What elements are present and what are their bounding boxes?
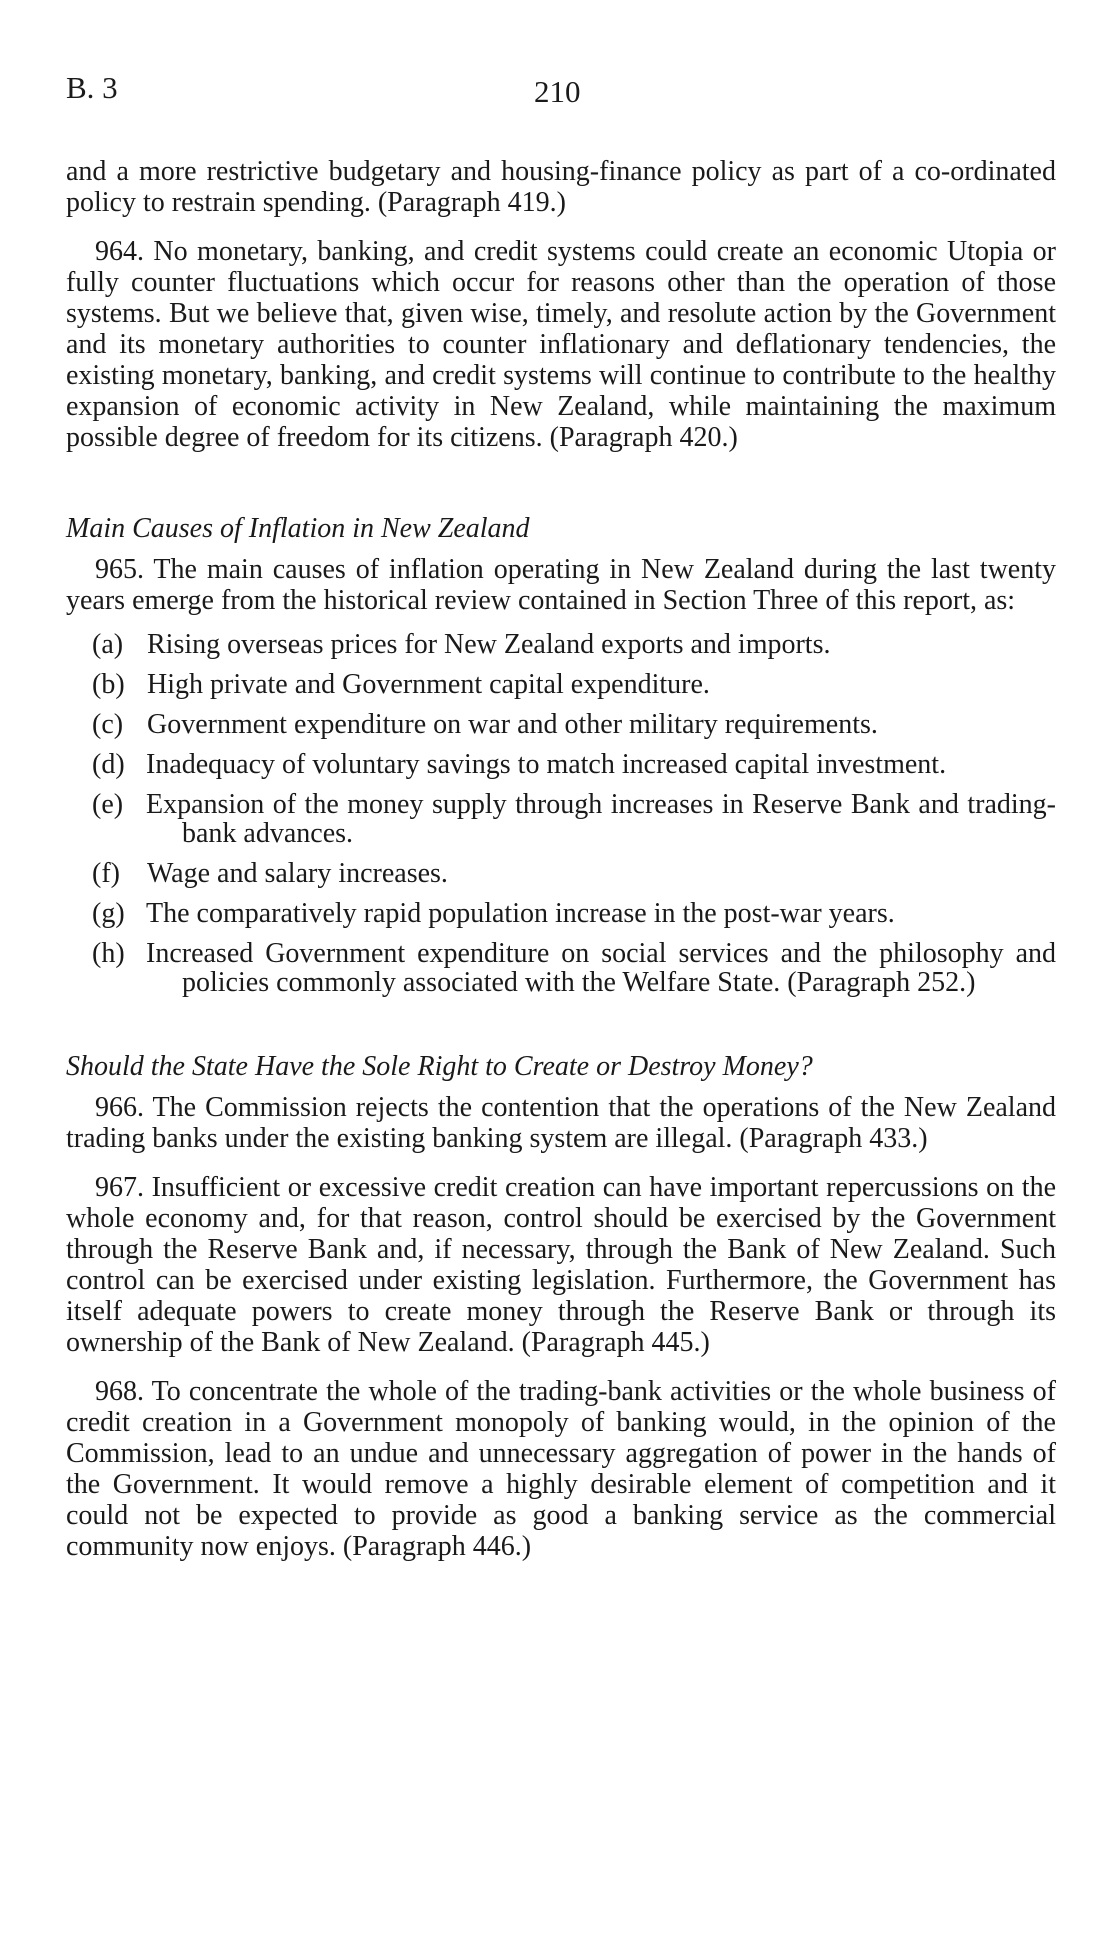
paragraph-968: 968. To concentrate the whole of the trading-bank activities or the whole business of credit creation in a Government monopoly of banking would, in the opinion of the Commission, lead to an undue and unnecessary aggregation of power in the hands of the Government. It would remove a highly desirable element of competition and it could not be expected to provide as good a banking service as the commercial community now enjoys. (Paragraph 446.): [66, 1376, 1056, 1562]
cause-marker: (b): [92, 669, 125, 700]
cause-marker: (e): [92, 789, 124, 820]
page-number: 210: [534, 74, 581, 109]
document-page: [66, 70, 1056, 1562]
cause-text: High private and Government capital expenditure.: [147, 669, 710, 700]
cause-item: [66, 790, 1056, 848]
cause-marker: (d): [92, 749, 125, 780]
paragraph-965: 965. The main causes of inflation operating in New Zealand during the last twenty years emerge from the historical review contained in Section Three of this report, as:: [66, 554, 1056, 616]
cause-text: Increased Government expenditure on social services and the philosophy and policies commonly associated with the Welfare State. (Paragraph 252.): [146, 938, 1056, 998]
cause-item: [66, 670, 1056, 699]
cause-marker: (a): [92, 629, 124, 660]
cause-marker: (h): [92, 938, 125, 969]
cause-text: Expansion of the money supply through increases in Reserve Bank and trading-bank advances.: [146, 789, 1056, 849]
paragraph-964: 964. No monetary, banking, and credit systems could create an economic Utopia or fully counter fluctuations which occur for reasons other than the operation of those systems. But we believe that, given wise, timely, and resolute action by the Government and its monetary authorities to counter inflationary and deflationary tendencies, the existing monetary, banking, and credit systems will continue to contribute to the healthy expansion of economic activity in New Zealand, while maintaining the maximum possible degree of freedom for its citizens. (Paragraph 420.): [66, 236, 1056, 453]
cause-item: [66, 630, 1056, 659]
cause-text: Inadequacy of voluntary savings to match increased capital investment.: [146, 749, 947, 780]
cause-marker: (f): [92, 858, 120, 889]
document-reference: B. 3: [66, 70, 118, 105]
paragraph-966: 966. The Commission rejects the contention that the operations of the New Zealand trading banks under the existing banking system are illegal. (Paragraph 433.): [66, 1092, 1056, 1154]
cause-text: Government expenditure on war and other military requirements.: [147, 709, 878, 740]
cause-item: [66, 899, 1056, 928]
cause-marker: (g): [92, 898, 125, 929]
paragraph-967: 967. Insufficient or excessive credit creation can have important repercussions on the whole economy and, for that reason, control should be exercised by the Government through the Reserve Bank and, if necessary, through the Bank of New Zealand. Such control can be exercised under existing legislation. Furthermore, the Government has itself adequate powers to create money through the Reserve Bank or through its ownership of the Bank of New Zealand. (Paragraph 445.): [66, 1172, 1056, 1358]
cause-item: [66, 750, 1056, 779]
cause-item: [66, 710, 1056, 739]
cause-text: Rising overseas prices for New Zealand exports and imports.: [147, 629, 831, 660]
cause-text: Wage and salary increases.: [147, 858, 448, 889]
cause-text: The comparatively rapid population increase in the post-war years.: [146, 898, 895, 929]
cause-item: [66, 859, 1056, 888]
page-header: [66, 70, 1056, 116]
section-heading-state-money: Should the State Have the Sole Right to Create or Destroy Money?: [66, 1051, 813, 1082]
section-heading-inflation: Main Causes of Inflation in New Zealand: [66, 513, 530, 544]
causes-list: [66, 630, 1056, 997]
continuation-paragraph: and a more restrictive budgetary and housing-finance policy as part of a co-ordinated policy to restrain spending. (Paragraph 419.): [66, 156, 1056, 218]
cause-item: [66, 939, 1056, 997]
cause-marker: (c): [92, 709, 124, 740]
